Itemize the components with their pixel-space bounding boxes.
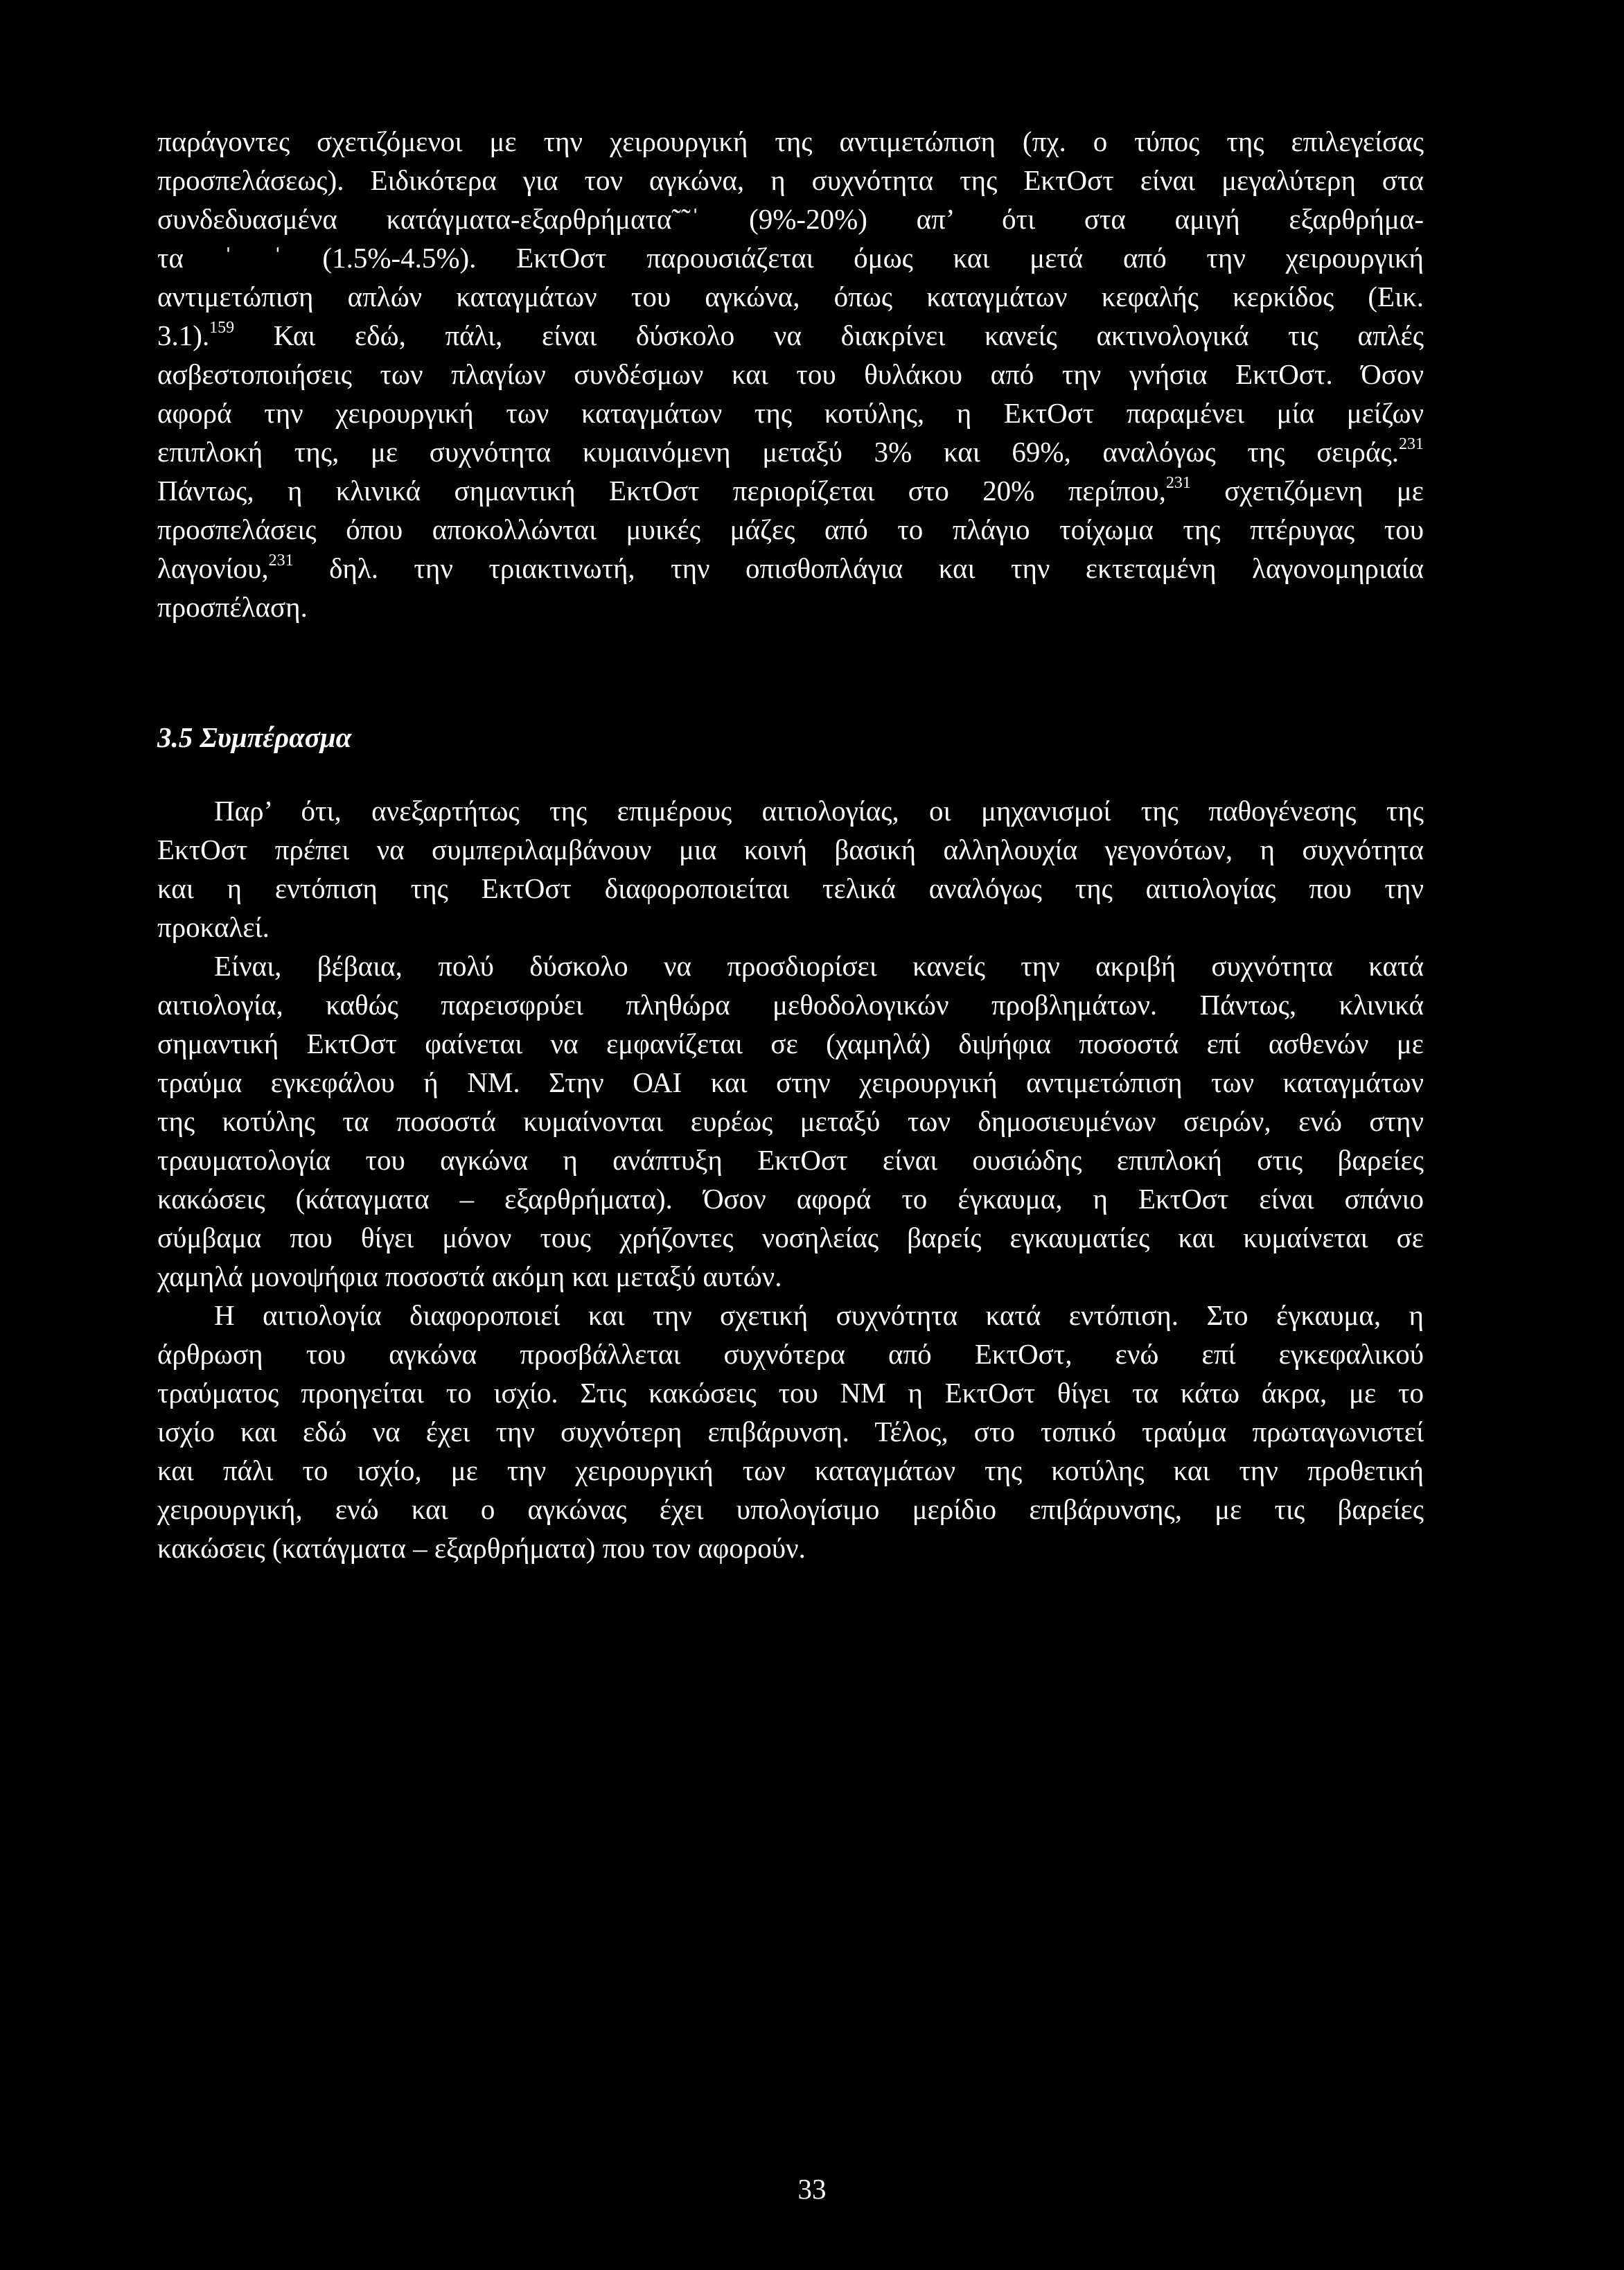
paragraph-frequency-by-location — [157, 1296, 1424, 1567]
text-fragment: Και εδώ, πάλι, είναι δύσκολο να διακρίνει κανείς ακτινολογικά τις απλές — [234, 319, 1424, 351]
text-line: αντιμετώπιση απλών καταγμάτων του αγκώνα, όπως καταγμάτων κεφαλής κερκίδος (Εικ. — [157, 281, 1424, 313]
text-fragment: λαγονίου, — [157, 552, 269, 584]
text-fragment: επιπλοκή της, με συχνότητα κυμαινόμενη μεταξύ 3% και 69%, αναλόγως της σειράς. — [157, 436, 1399, 468]
section-heading: 3.5 Συμπέρασμα — [157, 721, 352, 753]
paragraph-frequency-by-etiology — [157, 947, 1424, 1296]
paragraph-conclusion-intro — [157, 791, 1424, 947]
text-line — [157, 316, 1424, 355]
text-line — [157, 432, 1424, 471]
text-line: σύμβαμα που θίγει μόνον τους χρήζοντες νοσηλείας βαρείς εγκαυματίες και κυμαίνεται σε — [157, 1222, 1424, 1253]
text-line: τραύμα εγκεφάλου ή ΝΜ. Στην ΟΑΙ και στην χειρουργική αντιμετώπιση των καταγμάτων — [157, 1066, 1424, 1098]
text-fragment: σχετιζόμενη με — [1190, 475, 1424, 507]
text-line: Η αιτιολογία διαφοροποιεί και την σχετική συχνότητα κατά εντόπιση. Στο έγκαυμα, η — [214, 1299, 1424, 1331]
text-line: τραυματολογία του αγκώνα η ανάπτυξη ΕκτΟστ είναι ουσιώδης επιπλοκή στις βαρείες — [157, 1144, 1424, 1176]
text-line: κακώσεις (κατάγματα – εξαρθρήματα) που τον αφορούν. — [157, 1532, 806, 1564]
text-line: Παρ’ ότι, ανεξαρτήτως της επιμέρους αιτιολογίας, οι μηχανισμοί της παθογένεσης της — [214, 795, 1424, 827]
text-line: προσπελάσεις όπου αποκολλώνται μυικές μάζες από το πλάγιο τοίχωμα της πτέρυγας του — [157, 513, 1424, 545]
text-fragment: Πάντως, η κλινικά σημαντική ΕκτΟστ περιορίζεται στο 20% περίπου, — [157, 475, 1166, 507]
citation-superscript: 231 — [1165, 474, 1191, 492]
text-line: ασβεστοποιήσεις των πλαγίων συνδέσμων και του θυλάκου από την γνήσια ΕκτΟστ. Όσον — [157, 358, 1424, 390]
text-line: και πάλι το ισχίο, με την χειρουργική των καταγμάτων της κοτύλης και την προθετική — [157, 1454, 1424, 1486]
text-fragment: δηλ. την τριακτινωτή, την οπισθοπλάγια και την εκτεταμένη λαγονομηριαία — [293, 552, 1424, 584]
text-line: τραύματος προηγείται το ισχίο. Στις κακώσεις του ΝΜ η ΕκτΟστ θίγει τα κάτω άκρα, με το — [157, 1377, 1424, 1409]
text-line: χειρουργική, ενώ και ο αγκώνας έχει υπολογίσιμο μερίδιο επιβάρυνσης, με τις βαρείες — [157, 1493, 1424, 1525]
text-line: ΕκτΟστ πρέπει να συμπεριλαμβάνουν μια κοινή βασική αλληλουχία γεγονότων, η συχνότητα — [157, 834, 1424, 865]
text-line: προκαλεί. — [157, 911, 270, 943]
text-line: τα ˈ ˈ (1.5%-4.5%). ΕκτΟστ παρουσιάζεται όμως και μετά από την χειρουργική — [157, 242, 1424, 274]
citation-superscript: 231 — [268, 552, 294, 570]
text-line: σημαντική ΕκτΟστ φαίνεται να εμφανίζεται σε (χαμηλά) διψήφια ποσοστά επί ασθενών με — [157, 1028, 1424, 1059]
citation-superscript: 231 — [1399, 435, 1424, 453]
citation-superscript: 159 — [209, 319, 235, 337]
text-line: συνδεδυασμένα κατάγματα-εξαρθρήματα˜˜ˈ (9%-20%) απ’ ότι στα αμιγή εξαρθρήμα- — [157, 203, 1424, 235]
text-line: προσπέλαση. — [157, 591, 308, 623]
text-line: αιτιολογία, καθώς παρεισφρύει πληθώρα μεθοδολογικών προβλημάτων. Πάντως, κλινικά — [157, 989, 1424, 1021]
text-fragment: 3.1). — [157, 319, 210, 351]
text-line: αφορά την χειρουργική των καταγμάτων της κοτύλης, η ΕκτΟστ παραμένει μία μείζων — [157, 397, 1424, 429]
text-line: άρθρωση του αγκώνα προσβάλλεται συχνότερα από ΕκτΟστ, ενώ επί εγκεφαλικού — [157, 1338, 1424, 1370]
text-line: ισχίο και εδώ να έχει την συχνότερη επιβάρυνση. Τέλος, στο τοπικό τραύμα πρωταγωνιστεί — [157, 1416, 1424, 1448]
text-line — [157, 471, 1424, 510]
page-number: 33 — [797, 2173, 827, 2205]
text-line: και η εντόπιση της ΕκτΟστ διαφοροποιείται τελικά αναλόγως της αιτιολογίας που την — [157, 872, 1424, 904]
text-line: Είναι, βέβαια, πολύ δύσκολο να προσδιορίσει κανείς την ακριβή συχνότητα κατά — [214, 950, 1424, 982]
text-line: παράγοντες σχετιζόμενοι με την χειρουργική της αντιμετώπιση (πχ. ο τύπος της επιλεγείσας — [157, 125, 1424, 157]
paragraph-heterotopic-ossification-surgery — [157, 122, 1424, 626]
text-line: της κοτύλης τα ποσοστά κυμαίνονται ευρέως μεταξύ των δημοσιευμένων σειρών, ενώ στην — [157, 1105, 1424, 1137]
text-line: κακώσεις (κάταγματα – εξαρθρήματα). Όσον αφορά το έγκαυμα, η ΕκτΟστ είναι σπάνιο — [157, 1183, 1424, 1215]
text-line — [157, 549, 1424, 588]
text-line: χαμηλά μονοψήφια ποσοστά ακόμη και μεταξύ αυτών. — [157, 1260, 782, 1292]
text-line: προσπελάσεως). Ειδικότερα για τον αγκώνα, η συχνότητα της ΕκτΟστ είναι μεγαλύτερη στα — [157, 164, 1424, 196]
